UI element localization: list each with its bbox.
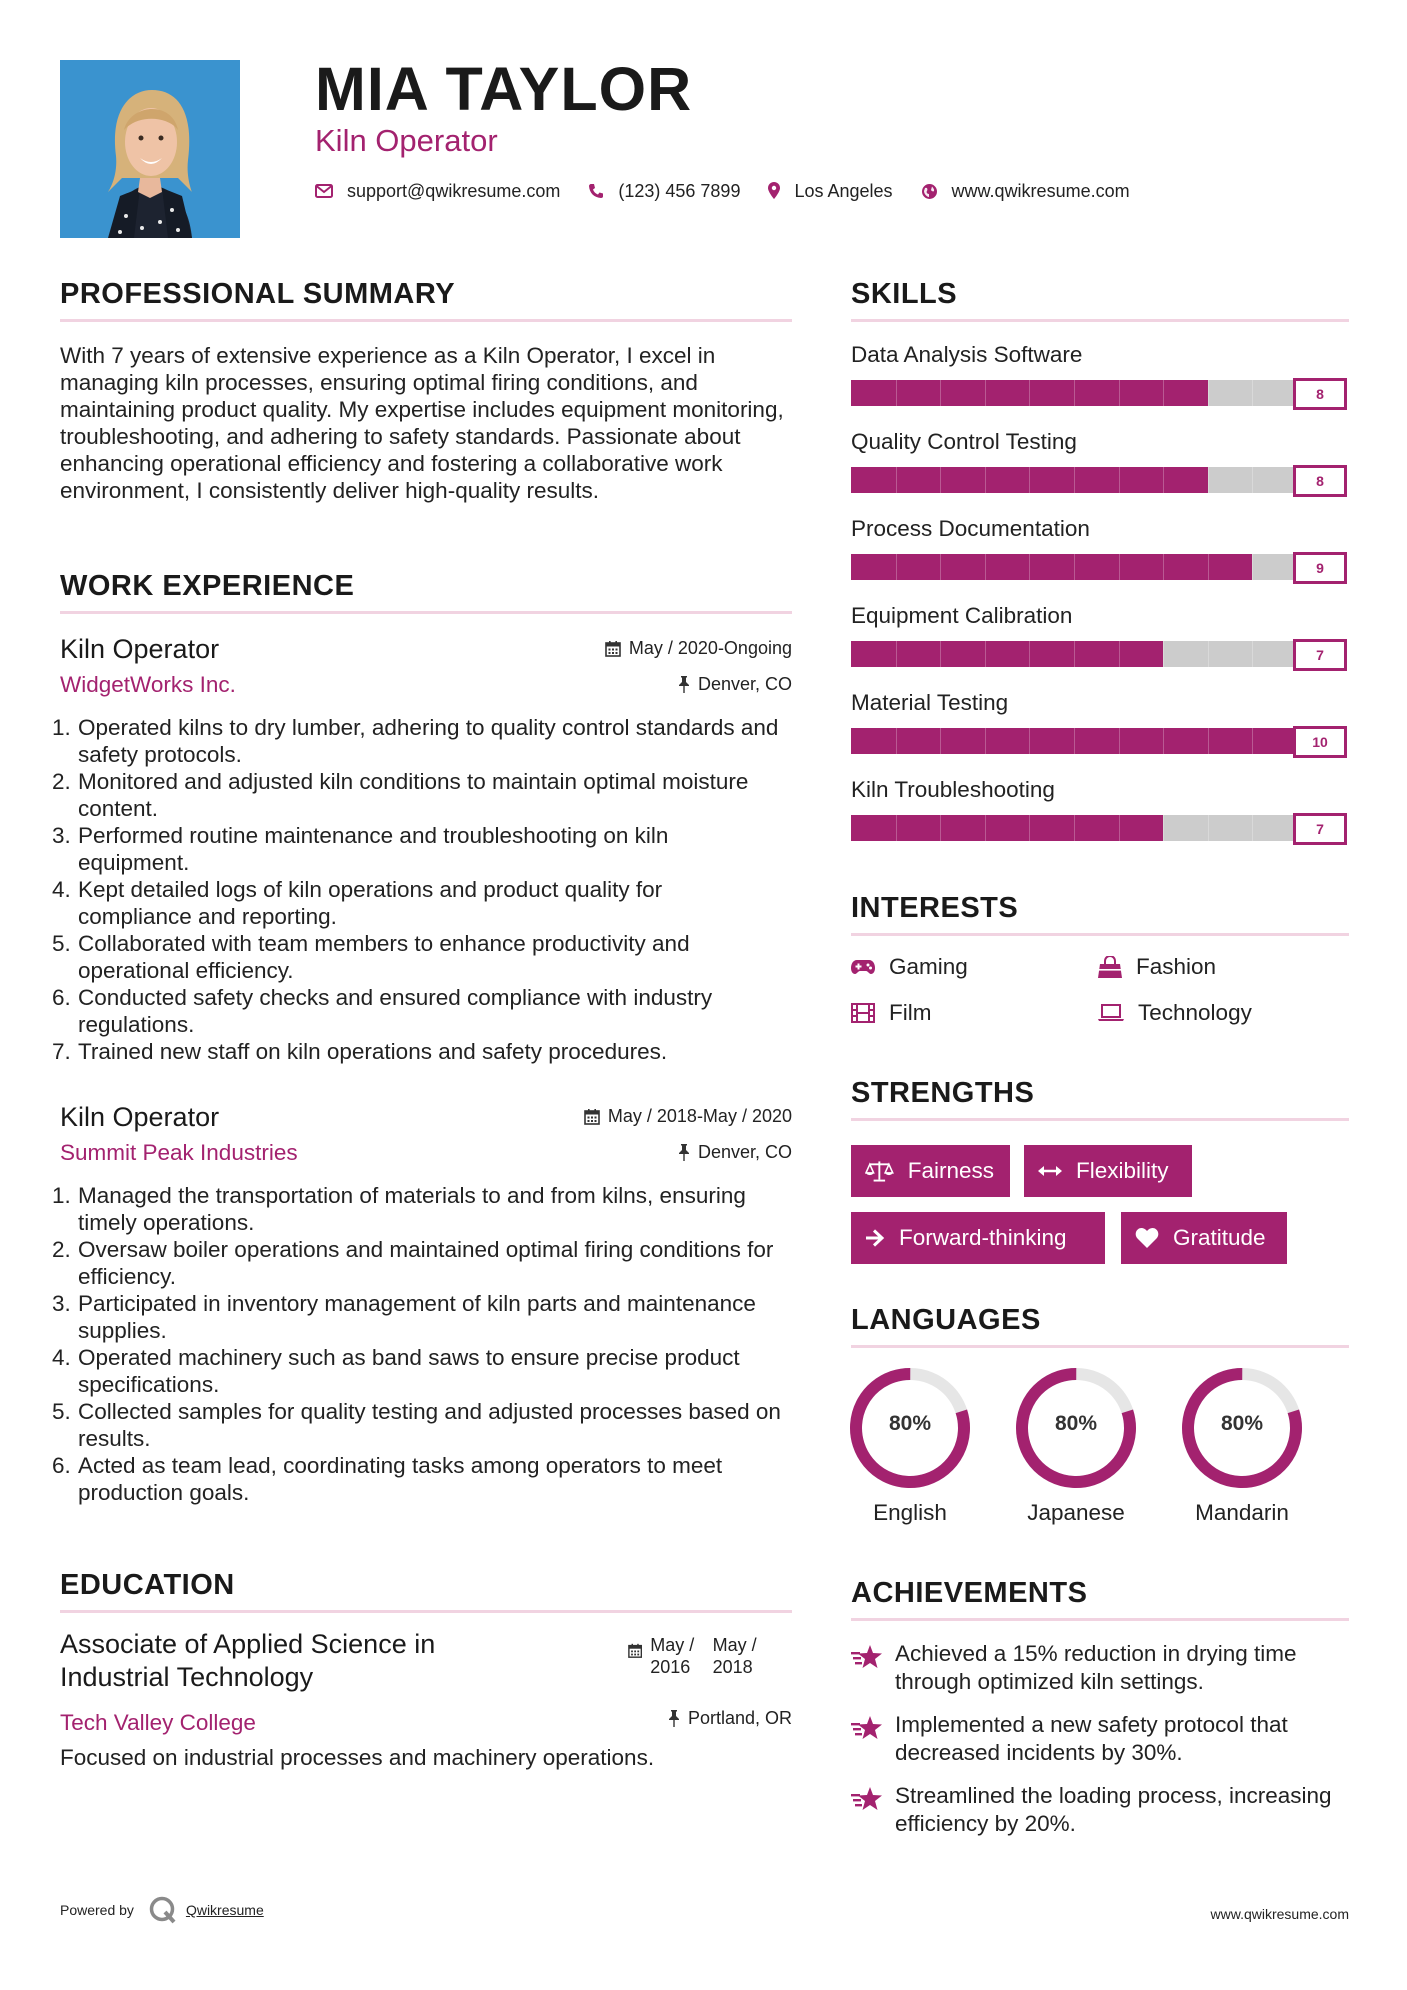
language-item: [1014, 1366, 1138, 1526]
summary-divider: [60, 319, 792, 322]
list-item: 1. Managed the transportation of materials to and from kilns, ensuring timely operations.: [52, 1183, 746, 1235]
pushpin-icon: [678, 676, 690, 693]
contact-phone-text: (123) 456 7899: [618, 180, 741, 201]
skill-bar-divider: [1119, 728, 1120, 754]
strength-label: Flexibility: [1076, 1158, 1169, 1183]
job-title: Kiln Operator: [60, 1102, 220, 1132]
interest-label: Film: [889, 1000, 932, 1025]
pushpin-icon: [668, 1710, 680, 1727]
contact-location-text: Los Angeles: [794, 180, 893, 201]
language-name: Japanese: [1027, 1500, 1125, 1525]
skill-rating-bar: [851, 639, 1347, 669]
skill-bar-divider: [896, 815, 897, 841]
calendar-icon: [628, 1642, 642, 1659]
experience-divider: [60, 611, 792, 614]
star-icon: [851, 1786, 883, 1812]
achievement-text: Achieved a 15% reduction in drying time through optimized kiln settings.: [895, 1641, 1297, 1694]
list-item: 6. Conducted safety checks and ensured compliance with industry regulations.: [52, 985, 713, 1037]
skill-bar-divider: [1163, 554, 1164, 580]
language-item: [1180, 1366, 1304, 1526]
skill-bar-divider: [1163, 380, 1164, 406]
skill-score: 8: [1293, 378, 1347, 410]
strength-label: Gratitude: [1173, 1225, 1266, 1250]
list-item: 2. Oversaw boiler operations and maintained optimal firing conditions for efficiency.: [52, 1237, 774, 1289]
interest-label: Technology: [1138, 1000, 1252, 1025]
job-location: [678, 674, 792, 695]
skill-bar-divider: [1029, 728, 1030, 754]
strength-badge: [851, 1145, 1010, 1197]
list-item: 5. Collaborated with team members to enhance productivity and operational efficiency.: [52, 931, 690, 983]
skill-bar-divider: [1163, 467, 1164, 493]
skill-name: Quality Control Testing: [851, 429, 1077, 454]
skill-bar-divider: [985, 467, 986, 493]
skill-bar-divider: [1119, 641, 1120, 667]
skills-divider: [851, 319, 1349, 322]
languages-heading: LANGUAGES: [851, 1304, 1041, 1336]
skill-bar-divider: [1252, 467, 1253, 493]
degree-title: Associate of Applied Science in Industrial Technology: [60, 1629, 436, 1692]
skill-bar-divider: [985, 641, 986, 667]
list-item: 4. Operated machinery such as band saws to ensure precise product specifications.: [52, 1345, 740, 1397]
globe-icon: [921, 183, 938, 200]
skill-bar-divider: [1208, 815, 1209, 841]
list-item: 2. Monitored and adjusted kiln conditions to maintain optimal moisture content.: [52, 769, 749, 821]
education-start: May / 2016: [650, 1635, 695, 1677]
skill-bar-divider: [940, 380, 941, 406]
gamepad-icon: [851, 959, 875, 975]
arrows-horizontal-icon: [1038, 1164, 1062, 1178]
education-location: [668, 1708, 792, 1729]
skill-bar-divider: [1208, 467, 1209, 493]
job-date-text: May / 2020-Ongoing: [628, 638, 792, 658]
skill-bar-divider: [1252, 380, 1253, 406]
education-location-text: Portland, OR: [687, 1708, 792, 1728]
envelope-icon: [315, 184, 333, 198]
language-name: English: [873, 1500, 947, 1525]
profile-photo-illustration: [60, 60, 240, 238]
skill-bar-divider: [1163, 728, 1164, 754]
skill-bar-divider: [1074, 641, 1075, 667]
skill-bar-divider: [1119, 467, 1120, 493]
skill-bar-divider: [940, 554, 941, 580]
contact-phone[interactable]: [588, 181, 740, 202]
skill-bar-divider: [985, 728, 986, 754]
interest-item: [1098, 1000, 1252, 1026]
skill-bar-divider: [1029, 380, 1030, 406]
skill-bar-divider: [1163, 815, 1164, 841]
skill-bar-filled: [851, 641, 1163, 667]
skill-bar-divider: [896, 728, 897, 754]
summary-text: With 7 years of extensive experience as a Kiln Operator, I excel in managing kiln processes, ensuring optimal firing conditions, and maintaining product quality. My expertise includes equipment monitoring, troubleshooting, and adhering to safety standards. Passionate about enhancing operational efficiency and fostering a collaborative work environment, I consistently deliver high-quality results.: [60, 343, 784, 503]
skill-score: 10: [1293, 726, 1347, 758]
skill-score: 7: [1293, 813, 1347, 845]
job-location-text: Denver, CO: [697, 674, 792, 694]
strength-badge: [1121, 1212, 1287, 1264]
contact-website[interactable]: [921, 181, 1130, 202]
footer-powered-by: [60, 1895, 264, 1925]
footer-url[interactable]: www.qwikresume.com: [1210, 1906, 1349, 1922]
languages-divider: [851, 1345, 1349, 1348]
skill-bar-divider: [1074, 815, 1075, 841]
achievement-text: Implemented a new safety protocol that decreased incidents by 30%.: [895, 1712, 1288, 1765]
skill-name: Kiln Troubleshooting: [851, 777, 1055, 802]
job-date: [605, 638, 792, 659]
calendar-icon: [584, 1108, 600, 1125]
skill-bar-divider: [1252, 641, 1253, 667]
shopping-bag-icon: [1098, 956, 1122, 978]
contact-email[interactable]: [315, 181, 560, 202]
list-item: 1. Operated kilns to dry lumber, adhering to quality control standards and safety protocols.: [52, 715, 779, 767]
strength-badge: [851, 1212, 1105, 1264]
skill-bar-divider: [896, 467, 897, 493]
skill-bar-divider: [1208, 728, 1209, 754]
contact-website-text: www.qwikresume.com: [951, 180, 1130, 201]
list-item: 6. Acted as team lead, coordinating tasks among operators to meet production goals.: [52, 1453, 723, 1505]
skill-bar-divider: [1074, 380, 1075, 406]
profile-photo: [60, 60, 240, 238]
job-location-text: Denver, CO: [697, 1142, 792, 1162]
skill-bar-divider: [1074, 728, 1075, 754]
laptop-icon: [1098, 1004, 1124, 1022]
calendar-icon: [605, 640, 621, 657]
education-divider: [60, 1610, 792, 1613]
skill-bar-filled: [851, 554, 1252, 580]
skill-bar-divider: [985, 554, 986, 580]
contact-email-text: support@qwikresume.com: [347, 180, 561, 201]
skill-name: Material Testing: [851, 690, 1009, 715]
qwikresume-logo-icon: [148, 1895, 178, 1925]
skill-bar-divider: [1119, 815, 1120, 841]
job-location: [678, 1142, 792, 1163]
contact-location: [768, 181, 892, 202]
interest-label: Gaming: [889, 954, 968, 979]
pushpin-icon: [678, 1144, 690, 1161]
education-description: Focused on industrial processes and machinery operations.: [60, 1745, 655, 1770]
job-company: WidgetWorks Inc.: [60, 672, 236, 697]
skill-bar-empty: [1252, 554, 1297, 580]
strengths-heading: STRENGTHS: [851, 1077, 1035, 1109]
skill-score: 7: [1293, 639, 1347, 671]
skill-bar-empty: [1163, 641, 1297, 667]
skill-name: Data Analysis Software: [851, 342, 1083, 367]
skill-bar-divider: [985, 815, 986, 841]
list-item: 3. Performed routine maintenance and troubleshooting on kiln equipment.: [52, 823, 669, 875]
experience-heading: WORK EXPERIENCE: [60, 570, 355, 602]
film-icon: [851, 1003, 875, 1023]
education-heading: EDUCATION: [60, 1569, 235, 1601]
skill-bar-divider: [1119, 554, 1120, 580]
summary-heading: PROFESSIONAL SUMMARY: [60, 278, 456, 310]
strength-label: Forward-thinking: [899, 1225, 1067, 1250]
skill-rating-bar: [851, 465, 1347, 495]
skill-bar-divider: [1074, 554, 1075, 580]
skill-bar-divider: [940, 728, 941, 754]
job-company: Summit Peak Industries: [60, 1140, 298, 1165]
job-title: Kiln Operator: [60, 634, 220, 664]
skill-bar-divider: [940, 815, 941, 841]
candidate-name: MIA TAYLOR: [315, 55, 693, 123]
skill-bar-divider: [940, 467, 941, 493]
skill-bar-divider: [1029, 815, 1030, 841]
skill-bar-divider: [1252, 554, 1253, 580]
language-percent: 80%: [1054, 1412, 1098, 1435]
phone-icon: [588, 183, 604, 199]
qwikresume-link[interactable]: Qwikresume: [185, 1902, 264, 1918]
skills-heading: SKILLS: [851, 278, 958, 310]
language-item: [848, 1366, 972, 1526]
skill-bar-divider: [1029, 467, 1030, 493]
interests-divider: [851, 933, 1349, 936]
skill-rating-bar: [851, 552, 1347, 582]
skill-bar-divider: [1252, 815, 1253, 841]
skill-rating-bar: [851, 726, 1347, 756]
interests-heading: INTERESTS: [851, 892, 1019, 924]
interest-item: [851, 954, 968, 980]
strength-label: Fairness: [907, 1158, 994, 1183]
star-icon: [851, 1644, 883, 1670]
list-item: 4. Kept detailed logs of kiln operations and product quality for compliance and reporting.: [52, 877, 663, 929]
skill-bar-divider: [985, 380, 986, 406]
list-item: 3. Participated in inventory management of kiln parts and maintenance supplies.: [52, 1291, 756, 1343]
education-end: May / 2018: [712, 1635, 757, 1677]
skill-bar-divider: [896, 641, 897, 667]
job-duties-list: [52, 714, 782, 1065]
skill-bar-filled: [851, 815, 1163, 841]
strength-badge: [1024, 1145, 1192, 1197]
skill-score: 8: [1293, 465, 1347, 497]
list-item: 7. Trained new staff on kiln operations and safety procedures.: [52, 1039, 668, 1064]
skill-rating-bar: [851, 378, 1347, 408]
education-dates: [628, 1634, 792, 1678]
skill-bar-divider: [896, 554, 897, 580]
skill-bar-empty: [1163, 815, 1297, 841]
language-name: Mandarin: [1195, 1500, 1289, 1525]
skill-rating-bar: [851, 813, 1347, 843]
school-name: Tech Valley College: [60, 1710, 256, 1735]
language-percent: 80%: [1220, 1412, 1264, 1435]
skill-name: Equipment Calibration: [851, 603, 1073, 628]
skill-bar-divider: [940, 641, 941, 667]
job-date-text: May / 2018-May / 2020: [607, 1106, 792, 1126]
strengths-divider: [851, 1118, 1349, 1121]
arrow-right-icon: [865, 1229, 885, 1247]
map-pin-icon: [768, 182, 780, 200]
skill-bar-divider: [896, 380, 897, 406]
balance-scale-icon: [865, 1159, 894, 1183]
skill-bar-divider: [1029, 641, 1030, 667]
list-item: 5. Collected samples for quality testing and adjusted processes based on results.: [52, 1399, 781, 1451]
achievement-text: Streamlined the loading process, increasing efficiency by 20%.: [895, 1783, 1332, 1836]
powered-by-text: Powered by: [60, 1902, 134, 1918]
job-duties-list: [52, 1182, 782, 1506]
skill-bar-divider: [1029, 554, 1030, 580]
skill-bar-divider: [1119, 380, 1120, 406]
skill-bar-divider: [1252, 728, 1253, 754]
skill-bar-divider: [1208, 380, 1209, 406]
skill-bar-divider: [1074, 467, 1075, 493]
interest-item: [1098, 954, 1216, 980]
interest-item: [851, 1000, 931, 1026]
job-date: [584, 1106, 792, 1127]
skill-score: 9: [1293, 552, 1347, 584]
achievements-heading: ACHIEVEMENTS: [851, 1577, 1088, 1609]
achievements-divider: [851, 1618, 1349, 1621]
skill-name: Process Documentation: [851, 516, 1090, 541]
star-icon: [851, 1715, 883, 1741]
contact-bar: [315, 177, 1158, 205]
skill-bar-divider: [1163, 641, 1164, 667]
language-percent: 80%: [888, 1412, 932, 1435]
candidate-title: Kiln Operator: [315, 123, 498, 158]
heart-icon: [1135, 1227, 1159, 1249]
skill-bar-divider: [1208, 641, 1209, 667]
interest-label: Fashion: [1136, 954, 1217, 979]
skill-bar-divider: [1208, 554, 1209, 580]
